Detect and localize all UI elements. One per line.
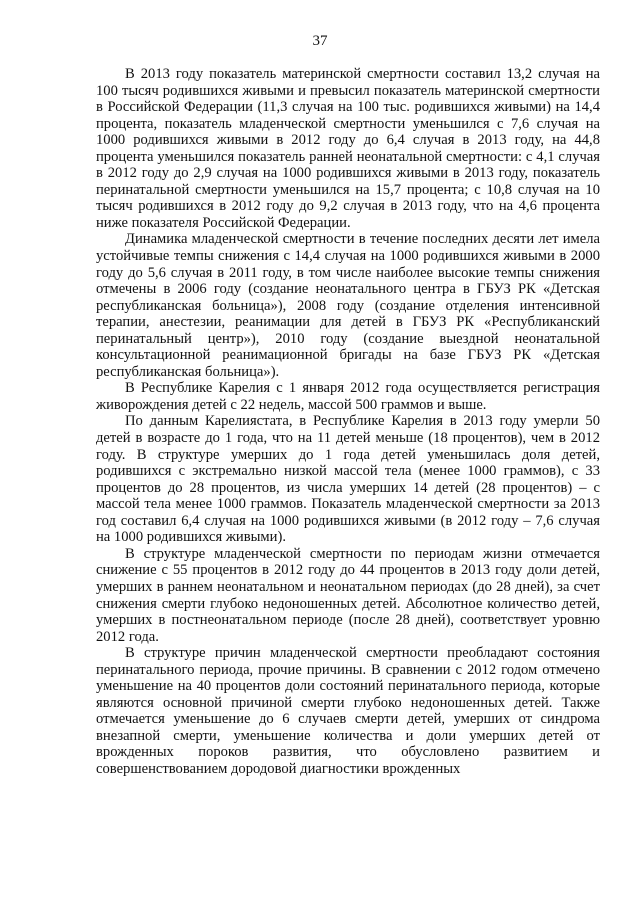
page-number: 37: [312, 33, 328, 49]
paragraph-kareliastat-data: По данным Карелиястата, в Республике Карелия в 2013 году умерли 50 детей в возрасте до 1 года, что на 11 детей меньше (18 процентов), чем в 2012 году. В структуре умерших до 1 года детей уменьшилась доля детей, родившихся с экстремально низкой массой тела (менее 1000 граммов), с 33 процентов до 28 процентов, из числа умерших 14 детей (28 процентов) – с массой тела менее 1000 граммов. Показатель младенческой смертности за 2013 год составил 6,4 случая на 1000 родившихся живыми (в 2012 году – 7,6 случая на 1000 родившихся живыми).: [96, 413, 600, 546]
paragraph-maternal-mortality: В 2013 году показатель материнской смертности составил 13,2 случая на 100 тысяч родившихся живыми и превысил показатель материнской смертности в Российской Федерации (11,3 случая на 100 тыс. родившихся живыми) на 14,4 процента, показатель младенческой смертности уменьшился с 7,6 случая на 1000 родившихся живыми в 2012 году до 6,4 случая в 2013 году, на 44,8 процента уменьшился показатель ранней неонатальной смертности: с 4,1 случая в 2012 году до 2,9 случая на 1000 родившихся живыми в 2013 году, показатель перинатальной смертности уменьшился на 15,7 процента; с 10,8 случая на 10 тысяч родившихся в 2012 году до 9,2 случая в 2013 году, что на 4,6 процента ниже показателя Российской Федерации.: [96, 66, 600, 231]
paragraph-mortality-causes: В структуре причин младенческой смертности преобладают состояния перинатального периода, прочие причины. В сравнении с 2012 годом отмечено уменьшение на 40 процентов доли состояний перинатального периода, которые являются основной причиной смерти глубоко недоношенных детей. Также отмечается уменьшение до 6 случаев смерти детей, умерших от синдрома внезапной смерти, уменьшение количества и доли умерших детей от врожденных пороков развития, что обусловлено развитием и совершенствованием дородовой диагностики врожденных: [96, 645, 600, 777]
paragraph-live-birth-registration: В Республике Карелия с 1 января 2012 года осуществляется регистрация живорождения детей с 22 недель, массой 500 граммов и выше.: [96, 380, 600, 413]
paragraph-mortality-by-period: В структуре младенческой смертности по периодам жизни отмечается снижение с 55 процентов в 2012 году до 44 процентов в 2013 году доли детей, умерших в раннем неонатальном и неонатальном периодах (до 28 дней), за счет снижения смерти глубоко недоношенных детей. Абсолютное количество детей, умерших в постнеонатальном периоде (после 28 дней), соответствует уровню 2012 года.: [96, 545, 600, 645]
paragraph-infant-mortality-dynamics: Динамика младенческой смертности в течение последних десяти лет имела устойчивые темпы снижения с 14,4 случая на 1000 родившихся живыми в 2000 году до 5,6 случая в 2011 году, в том числе наиболее высокие темпы снижения отмечены в 2006 году (создание неонатального центра в ГБУЗ РК «Детская республиканская больница»), 2008 году (создание отделения интенсивной терапии, анестезии, реанимации для детей в ГБУЗ РК «Республиканский перинатальный центр»), 2010 году (создание выездной неонатальной консультационной реанимационной бригады на базе ГБУЗ РК «Детская республиканская больница»).: [96, 231, 600, 380]
body-text: [96, 66, 600, 778]
